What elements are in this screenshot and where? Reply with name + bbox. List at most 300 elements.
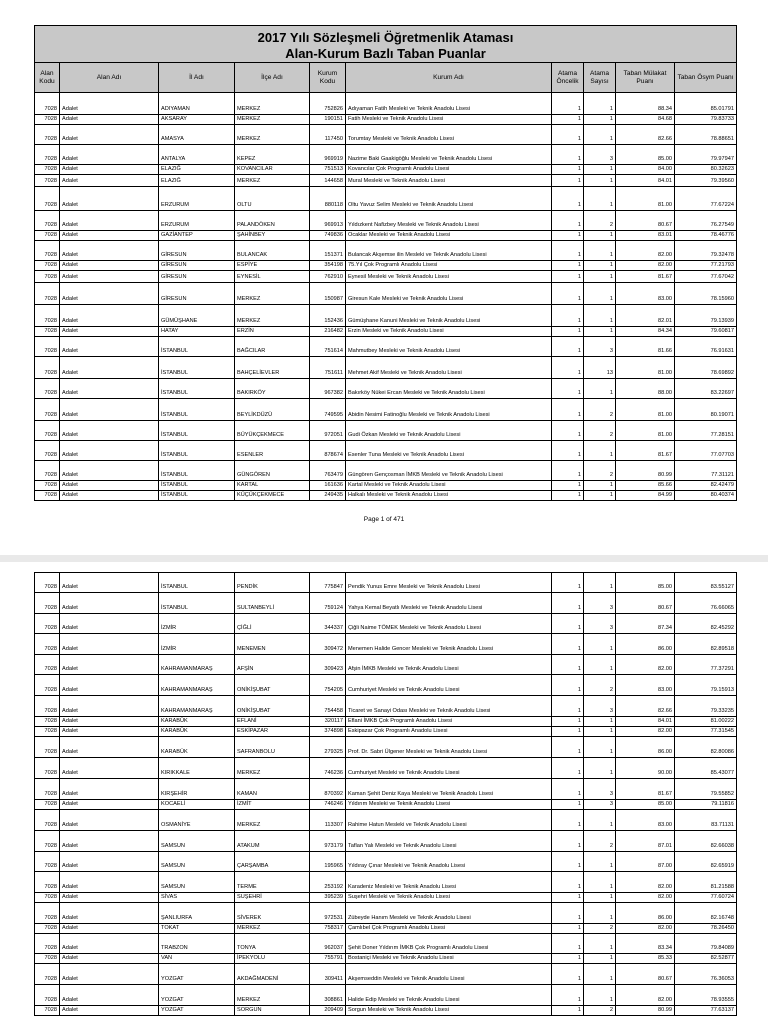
cell-atama-oncelik: 1 <box>552 283 584 304</box>
cell-kurum-adi: Mehmet Akif Mesleki ve Teknik Anadolu Lisesi <box>346 357 552 378</box>
cell-alan-kodu: 7028 <box>35 441 60 460</box>
column-header-kurum-kodu: Kurum Kodu <box>310 63 346 92</box>
cell-alan-adi: Adalet <box>60 1006 159 1015</box>
cell-ilce-adi: TONYA <box>235 934 310 953</box>
cell-atama-sayisi: 1 <box>584 964 616 984</box>
cell-taban-mulakat-puani: 87.01 <box>616 831 675 851</box>
cell-alan-kodu: 7028 <box>35 758 60 778</box>
cell-atama-sayisi: 1 <box>584 491 616 500</box>
cell-kurum-adi: Eflani İMKB Çok Programlı Anadolu Lisesi <box>346 717 552 726</box>
table-row <box>35 903 736 924</box>
cell-kurum-adi: Şehit Doner Yıldırım İMKB Çok Programlı Anadolu Lisesi <box>346 934 552 953</box>
cell-kurum-kodu: 309472 <box>310 634 346 654</box>
cell-taban-mulakat-puani: 81.00 <box>616 187 675 210</box>
cell-kurum-adi: Gudi Özkan Mesleki ve Teknik Anadolu Lisesi <box>346 421 552 440</box>
cell-atama-oncelik: 1 <box>552 241 584 260</box>
cell-il-adi: SAMSUN <box>159 831 235 851</box>
cell-atama-sayisi: 1 <box>584 810 616 830</box>
cell-ilce-adi: BULANCAK <box>235 241 310 260</box>
cell-atama-oncelik: 1 <box>552 327 584 336</box>
column-header-atama-oncelik: Atama Öncelik <box>552 63 584 92</box>
cell-taban-mulakat-puani: 84.01 <box>616 175 675 186</box>
cell-ilce-adi: SULTANBEYLİ <box>235 593 310 613</box>
cell-ilce-adi: ÇARŞAMBA <box>235 852 310 871</box>
cell-il-adi: SAMSUN <box>159 852 235 871</box>
cell-kurum-kodu: 190151 <box>310 115 346 124</box>
cell-kurum-kodu: 749836 <box>310 231 346 240</box>
cell-ilce-adi: ESENLER <box>235 441 310 460</box>
cell-alan-kodu: 7028 <box>35 954 60 963</box>
table-row <box>35 481 736 491</box>
column-header-taban-mulakat-puani: Taban Mülakat Puanı <box>616 63 675 92</box>
cell-atama-oncelik: 1 <box>552 231 584 240</box>
cell-il-adi: İSTANBUL <box>159 481 235 490</box>
cell-alan-adi: Adalet <box>60 357 159 378</box>
cell-kurum-kodu: 969919 <box>310 145 346 164</box>
cell-kurum-adi: Oltu Yavuz Selim Mesleki ve Teknik Anadolu Lisesi <box>346 187 552 210</box>
cell-atama-sayisi: 1 <box>584 481 616 490</box>
column-header-alan-kodu: Alan Kodu <box>35 63 60 92</box>
cell-ilce-adi: GÜNGÖREN <box>235 461 310 480</box>
cell-alan-kodu: 7028 <box>35 893 60 902</box>
cell-kurum-adi: Akşemseddin Mesleki ve Teknik Anadolu Lisesi <box>346 964 552 984</box>
cell-taban-osym-puani: 77.28151 <box>710 432 734 439</box>
cell-taban-osym-puani: 79.55852 <box>710 791 734 798</box>
cell-il-adi: İSTANBUL <box>159 357 235 378</box>
cell-atama-sayisi: 1 <box>584 954 616 963</box>
cell-il-adi: OSMANİYE <box>159 810 235 830</box>
cell-alan-kodu: 7028 <box>35 175 60 186</box>
table-row <box>35 441 736 461</box>
cell-alan-kodu: 7028 <box>35 675 60 695</box>
column-header-ilce-adi: İlçe Adı <box>235 63 310 92</box>
cell-kurum-adi: Ocaklar Mesleki ve Teknik Anadolu Lisesi <box>346 231 552 240</box>
cell-atama-oncelik: 1 <box>552 357 584 378</box>
cell-il-adi: KARABÜK <box>159 737 235 757</box>
cell-taban-osym-puani: 77.07703 <box>710 452 734 459</box>
cell-il-adi: İZMİR <box>159 634 235 654</box>
cell-ilce-adi: BEYLİKDÜZÜ <box>235 399 310 420</box>
cell-ilce-adi: MERKEZ <box>235 125 310 144</box>
cell-il-adi: ELAZIĞ <box>159 175 235 186</box>
cell-kurum-kodu: 880118 <box>310 187 346 210</box>
table-row <box>35 305 736 327</box>
cell-kurum-kodu: 878674 <box>310 441 346 460</box>
table-row <box>35 614 736 634</box>
cell-alan-adi: Adalet <box>60 491 159 500</box>
cell-atama-oncelik: 1 <box>552 903 584 923</box>
cell-taban-osym-puani: 81.21588 <box>710 884 734 891</box>
cell-atama-sayisi: 1 <box>584 573 616 592</box>
cell-atama-sayisi: 2 <box>584 421 616 440</box>
cell-alan-adi: Adalet <box>60 954 159 963</box>
cell-alan-adi: Adalet <box>60 115 159 124</box>
cell-atama-sayisi: 2 <box>584 461 616 480</box>
cell-alan-adi: Adalet <box>60 165 159 174</box>
cell-atama-oncelik: 1 <box>552 985 584 1005</box>
cell-taban-osym-puani: 83.22697 <box>710 390 734 397</box>
cell-atama-oncelik: 1 <box>552 675 584 695</box>
cell-taban-mulakat-puani: 82.00 <box>616 727 675 736</box>
cell-atama-oncelik: 1 <box>552 421 584 440</box>
cell-ilce-adi: MENEMEN <box>235 634 310 654</box>
cell-kurum-kodu: 309411 <box>310 964 346 984</box>
cell-atama-sayisi: 1 <box>584 655 616 674</box>
cell-alan-kodu: 7028 <box>35 634 60 654</box>
cell-kurum-kodu: 751513 <box>310 165 346 174</box>
cell-atama-oncelik: 1 <box>552 399 584 420</box>
cell-kurum-kodu: 751614 <box>310 337 346 356</box>
cell-il-adi: İSTANBUL <box>159 337 235 356</box>
cell-taban-osym-puani: 77.21793 <box>710 262 734 269</box>
cell-il-adi: GİRESUN <box>159 271 235 282</box>
cell-kurum-kodu: 144658 <box>310 175 346 186</box>
cell-taban-osym-puani: 79.39560 <box>710 178 734 185</box>
cell-il-adi: KARABÜK <box>159 717 235 726</box>
cell-ilce-adi: BAKIRKÖY <box>235 379 310 398</box>
cell-kurum-kodu: 962037 <box>310 934 346 953</box>
cell-taban-mulakat-puani: 82.00 <box>616 893 675 902</box>
cell-kurum-adi: Yıldızkent Nafizbey Mesleki ve Teknik Anadolu Lisesi <box>346 211 552 230</box>
cell-taban-osym-puani: 77.67042 <box>710 274 734 281</box>
table-row <box>35 421 736 441</box>
cell-alan-kodu: 7028 <box>35 379 60 398</box>
cell-taban-mulakat-puani: 87.00 <box>616 852 675 871</box>
cell-taban-mulakat-puani: 80.67 <box>616 211 675 230</box>
cell-taban-osym-puani: 78.69892 <box>710 370 734 377</box>
cell-alan-kodu: 7028 <box>35 717 60 726</box>
cell-alan-adi: Adalet <box>60 261 159 270</box>
cell-taban-mulakat-puani: 85.66 <box>616 481 675 490</box>
cell-alan-adi: Adalet <box>60 985 159 1005</box>
cell-atama-sayisi: 1 <box>584 872 616 892</box>
cell-kurum-adi: Eynesil Mesleki ve Teknik Anadolu Lisesi <box>346 271 552 282</box>
cell-taban-osym-puani: 77.63137 <box>710 1007 734 1014</box>
cell-kurum-adi: Giresun Kale Mesleki ve Teknik Anadolu Lisesi <box>346 283 552 304</box>
cell-alan-adi: Adalet <box>60 379 159 398</box>
cell-alan-kodu: 7028 <box>35 241 60 260</box>
cell-atama-sayisi: 1 <box>584 852 616 871</box>
cell-alan-kodu: 7028 <box>35 93 60 114</box>
cell-kurum-kodu: 117450 <box>310 125 346 144</box>
table-row <box>35 737 736 758</box>
cell-atama-oncelik: 1 <box>552 93 584 114</box>
table-row <box>35 593 736 614</box>
cell-taban-mulakat-puani: 82.00 <box>616 924 675 933</box>
cell-taban-mulakat-puani: 82.00 <box>616 655 675 674</box>
cell-il-adi: ADIYAMAN <box>159 93 235 114</box>
cell-taban-mulakat-puani: 82.66 <box>616 696 675 716</box>
cell-alan-kodu: 7028 <box>35 1006 60 1015</box>
cell-alan-adi: Adalet <box>60 481 159 490</box>
cell-kurum-kodu: 113307 <box>310 810 346 830</box>
cell-atama-sayisi: 2 <box>584 211 616 230</box>
cell-ilce-adi: İZMİT <box>235 800 310 809</box>
cell-kurum-adi: Mural Mesleki ve Teknik Anadolu Lisesi <box>346 175 552 186</box>
cell-taban-mulakat-puani: 87.34 <box>616 614 675 633</box>
cell-alan-kodu: 7028 <box>35 934 60 953</box>
cell-ilce-adi: SAFRANBOLU <box>235 737 310 757</box>
cell-kurum-kodu: 759124 <box>310 593 346 613</box>
table-row <box>35 696 736 717</box>
cell-il-adi: SİVAS <box>159 893 235 902</box>
cell-kurum-adi: Menemen Halide Gencer Mesleki ve Teknik Anadolu Lisesi <box>346 634 552 654</box>
cell-atama-oncelik: 1 <box>552 924 584 933</box>
cell-alan-kodu: 7028 <box>35 985 60 1005</box>
column-header-il-adi: İl Adı <box>159 63 235 92</box>
cell-kurum-kodu: 775847 <box>310 573 346 592</box>
cell-ilce-adi: PALANDÖKEN <box>235 211 310 230</box>
cell-atama-sayisi: 1 <box>584 231 616 240</box>
cell-atama-oncelik: 1 <box>552 1006 584 1015</box>
cell-taban-mulakat-puani: 85.00 <box>616 573 675 592</box>
cell-taban-mulakat-puani: 82.00 <box>616 872 675 892</box>
cell-alan-kodu: 7028 <box>35 461 60 480</box>
cell-atama-oncelik: 1 <box>552 491 584 500</box>
report-title-line-2: Alan-Kurum Bazlı Taban Puanlar <box>285 46 486 61</box>
cell-taban-osym-puani: 82.80086 <box>710 749 734 756</box>
cell-alan-adi: Adalet <box>60 800 159 809</box>
cell-taban-mulakat-puani: 82.01 <box>616 305 675 326</box>
cell-kurum-kodu: 763479 <box>310 461 346 480</box>
cell-ilce-adi: ESPİYE <box>235 261 310 270</box>
cell-kurum-kodu: 969913 <box>310 211 346 230</box>
cell-atama-oncelik: 1 <box>552 175 584 186</box>
cell-ilce-adi: EYNESİL <box>235 271 310 282</box>
cell-taban-osym-puani: 78.15960 <box>710 296 734 303</box>
cell-atama-oncelik: 1 <box>552 779 584 799</box>
cell-alan-adi: Adalet <box>60 421 159 440</box>
cell-alan-kodu: 7028 <box>35 165 60 174</box>
cell-kurum-adi: Bakırköy Nükei Ercan Mesleki ve Teknik Anadolu Lisesi <box>346 379 552 398</box>
cell-taban-mulakat-puani: 80.67 <box>616 964 675 984</box>
cell-alan-kodu: 7028 <box>35 614 60 633</box>
cell-kurum-kodu: 249435 <box>310 491 346 500</box>
cell-alan-kodu: 7028 <box>35 187 60 210</box>
cell-atama-oncelik: 1 <box>552 337 584 356</box>
cell-ilce-adi: MERKEZ <box>235 175 310 186</box>
cell-il-adi: GİRESUN <box>159 241 235 260</box>
table-row <box>35 954 736 964</box>
cell-ilce-adi: TERME <box>235 872 310 892</box>
cell-kurum-adi: Ticaret ve Sanayi Odası Mesleki ve Teknik Anadolu Lisesi <box>346 696 552 716</box>
cell-taban-osym-puani: 79.83733 <box>710 116 734 123</box>
cell-il-adi: GİRESUN <box>159 283 235 304</box>
cell-il-adi: KAHRAMANMARAŞ <box>159 696 235 716</box>
cell-atama-oncelik: 1 <box>552 305 584 326</box>
cell-atama-oncelik: 1 <box>552 872 584 892</box>
cell-alan-adi: Adalet <box>60 271 159 282</box>
cell-taban-osym-puani: 85.01791 <box>710 106 734 113</box>
cell-kurum-kodu: 309423 <box>310 655 346 674</box>
table-row <box>35 924 736 934</box>
cell-taban-mulakat-puani: 85.00 <box>616 145 675 164</box>
cell-ilce-adi: MERKEZ <box>235 758 310 778</box>
table-body <box>35 573 736 1016</box>
cell-alan-adi: Adalet <box>60 779 159 799</box>
cell-il-adi: AMASYA <box>159 125 235 144</box>
cell-atama-oncelik: 1 <box>552 852 584 871</box>
cell-atama-sayisi: 2 <box>584 1006 616 1015</box>
cell-ilce-adi: MERKEZ <box>235 810 310 830</box>
cell-taban-mulakat-puani: 81.67 <box>616 441 675 460</box>
cell-taban-osym-puani: 82.16748 <box>710 915 734 922</box>
cell-kurum-adi: Prof. Dr. Sabri Ülgener Mesleki ve Teknik Anadolu Lisesi <box>346 737 552 757</box>
cell-kurum-adi: Torumtay Mesleki ve Teknik Anadolu Lisesi <box>346 125 552 144</box>
cell-alan-adi: Adalet <box>60 399 159 420</box>
cell-atama-oncelik: 1 <box>552 934 584 953</box>
cell-il-adi: İSTANBUL <box>159 379 235 398</box>
table-row <box>35 573 736 593</box>
cell-atama-sayisi: 1 <box>584 441 616 460</box>
cell-kurum-adi: Taflan Yalı Mesleki ve Teknik Anadolu Lisesi <box>346 831 552 851</box>
table-row <box>35 145 736 165</box>
cell-alan-kodu: 7028 <box>35 491 60 500</box>
cell-atama-oncelik: 1 <box>552 696 584 716</box>
cell-taban-mulakat-puani: 85.00 <box>616 800 675 809</box>
cell-alan-adi: Adalet <box>60 924 159 933</box>
cell-atama-sayisi: 3 <box>584 614 616 633</box>
cell-alan-adi: Adalet <box>60 305 159 326</box>
results-table-page-2 <box>34 572 737 1016</box>
cell-il-adi: KOCAELİ <box>159 800 235 809</box>
cell-kurum-adi: Zübeyde Hanım Mesleki ve Teknik Anadolu Lisesi <box>346 903 552 923</box>
cell-alan-kodu: 7028 <box>35 727 60 736</box>
cell-ilce-adi: AFŞİN <box>235 655 310 674</box>
cell-atama-oncelik: 1 <box>552 758 584 778</box>
cell-atama-oncelik: 1 <box>552 810 584 830</box>
cell-taban-osym-puani: 82.42479 <box>710 482 734 489</box>
cell-kurum-kodu: 320117 <box>310 717 346 726</box>
cell-il-adi: KIRŞEHİR <box>159 779 235 799</box>
table-row <box>35 261 736 271</box>
cell-taban-mulakat-puani: 82.00 <box>616 985 675 1005</box>
cell-atama-oncelik: 1 <box>552 125 584 144</box>
cell-atama-sayisi: 1 <box>584 115 616 124</box>
table-row <box>35 934 736 954</box>
cell-alan-kodu: 7028 <box>35 211 60 230</box>
cell-il-adi: YOZGAT <box>159 1006 235 1015</box>
cell-atama-oncelik: 1 <box>552 964 584 984</box>
cell-ilce-adi: MERKEZ <box>235 283 310 304</box>
cell-ilce-adi: SİVEREK <box>235 903 310 923</box>
cell-atama-sayisi: 1 <box>584 934 616 953</box>
cell-ilce-adi: ONİKİŞUBAT <box>235 675 310 695</box>
cell-atama-sayisi: 3 <box>584 800 616 809</box>
cell-taban-mulakat-puani: 83.00 <box>616 810 675 830</box>
cell-alan-adi: Adalet <box>60 125 159 144</box>
cell-alan-kodu: 7028 <box>35 261 60 270</box>
cell-alan-adi: Adalet <box>60 717 159 726</box>
cell-taban-osym-puani: 76.91631 <box>710 348 734 355</box>
cell-kurum-adi: Çamlıbel Çok Programlı Anadolu Lisesi <box>346 924 552 933</box>
cell-ilce-adi: ERZİN <box>235 327 310 336</box>
cell-kurum-adi: 75.Yıl Çok Programlı Anadolu Lisesi <box>346 261 552 270</box>
cell-il-adi: ERZURUM <box>159 187 235 210</box>
cell-alan-adi: Adalet <box>60 93 159 114</box>
cell-alan-kodu: 7028 <box>35 305 60 326</box>
cell-taban-mulakat-puani: 84.68 <box>616 115 675 124</box>
cell-kurum-kodu: 754458 <box>310 696 346 716</box>
table-row <box>35 964 736 985</box>
table-row <box>35 893 736 903</box>
table-body <box>35 93 736 501</box>
table-header <box>35 25 736 93</box>
cell-kurum-adi: Erzin Mesleki ve Teknik Anadolu Lisesi <box>346 327 552 336</box>
cell-alan-adi: Adalet <box>60 964 159 984</box>
cell-kurum-adi: Adıyaman Fatih Mesleki ve Teknik Anadolu Lisesi <box>346 93 552 114</box>
cell-il-adi: ŞANLIURFA <box>159 903 235 923</box>
table-row <box>35 93 736 115</box>
cell-atama-oncelik: 1 <box>552 573 584 592</box>
table-row <box>35 872 736 893</box>
cell-taban-osym-puani: 79.84089 <box>710 945 734 952</box>
cell-atama-sayisi: 3 <box>584 337 616 356</box>
cell-taban-mulakat-puani: 83.01 <box>616 231 675 240</box>
cell-alan-kodu: 7028 <box>35 593 60 613</box>
cell-il-adi: SAMSUN <box>159 872 235 892</box>
cell-alan-adi: Adalet <box>60 903 159 923</box>
cell-taban-osym-puani: 79.32478 <box>710 252 734 259</box>
cell-taban-mulakat-puani: 84.00 <box>616 165 675 174</box>
table-row <box>35 852 736 872</box>
cell-atama-sayisi: 3 <box>584 779 616 799</box>
cell-kurum-adi: Kovancılar Çok Programlı Anadolu Lisesi <box>346 165 552 174</box>
table-row <box>35 241 736 261</box>
report-title <box>35 26 736 63</box>
cell-alan-kodu: 7028 <box>35 231 60 240</box>
cell-atama-oncelik: 1 <box>552 893 584 902</box>
cell-kurum-kodu: 755791 <box>310 954 346 963</box>
cell-taban-osym-puani: 76.66065 <box>710 605 734 612</box>
cell-il-adi: İZMİR <box>159 614 235 633</box>
cell-alan-kodu: 7028 <box>35 737 60 757</box>
cell-alan-kodu: 7028 <box>35 655 60 674</box>
cell-alan-kodu: 7028 <box>35 964 60 984</box>
cell-atama-sayisi: 1 <box>584 327 616 336</box>
cell-il-adi: ERZURUM <box>159 211 235 230</box>
cell-kurum-kodu: 758317 <box>310 924 346 933</box>
table-row <box>35 187 736 211</box>
cell-alan-adi: Adalet <box>60 283 159 304</box>
cell-taban-osym-puani: 76.36053 <box>710 976 734 983</box>
cell-taban-mulakat-puani: 83.34 <box>616 934 675 953</box>
table-row <box>35 831 736 852</box>
cell-atama-sayisi: 1 <box>584 758 616 778</box>
cell-kurum-kodu: 209409 <box>310 1006 346 1015</box>
cell-kurum-adi: Yahya Kemal Beyatlı Mesleki ve Teknik Anadolu Lisesi <box>346 593 552 613</box>
cell-taban-mulakat-puani: 85.33 <box>616 954 675 963</box>
table-row <box>35 675 736 696</box>
cell-atama-sayisi: 1 <box>584 93 616 114</box>
cell-kurum-kodu: 279325 <box>310 737 346 757</box>
cell-taban-osym-puani: 80.32623 <box>710 166 734 173</box>
table-row <box>35 491 736 501</box>
cell-il-adi: İSTANBUL <box>159 421 235 440</box>
cell-alan-kodu: 7028 <box>35 357 60 378</box>
table-row <box>35 125 736 145</box>
cell-alan-adi: Adalet <box>60 675 159 695</box>
cell-atama-oncelik: 1 <box>552 717 584 726</box>
cell-alan-adi: Adalet <box>60 241 159 260</box>
cell-alan-kodu: 7028 <box>35 421 60 440</box>
cell-il-adi: KAHRAMANMARAŞ <box>159 675 235 695</box>
cell-taban-mulakat-puani: 81.67 <box>616 271 675 282</box>
table-row <box>35 357 736 379</box>
cell-alan-kodu: 7028 <box>35 399 60 420</box>
cell-atama-sayisi: 1 <box>584 893 616 902</box>
cell-atama-sayisi: 1 <box>584 737 616 757</box>
